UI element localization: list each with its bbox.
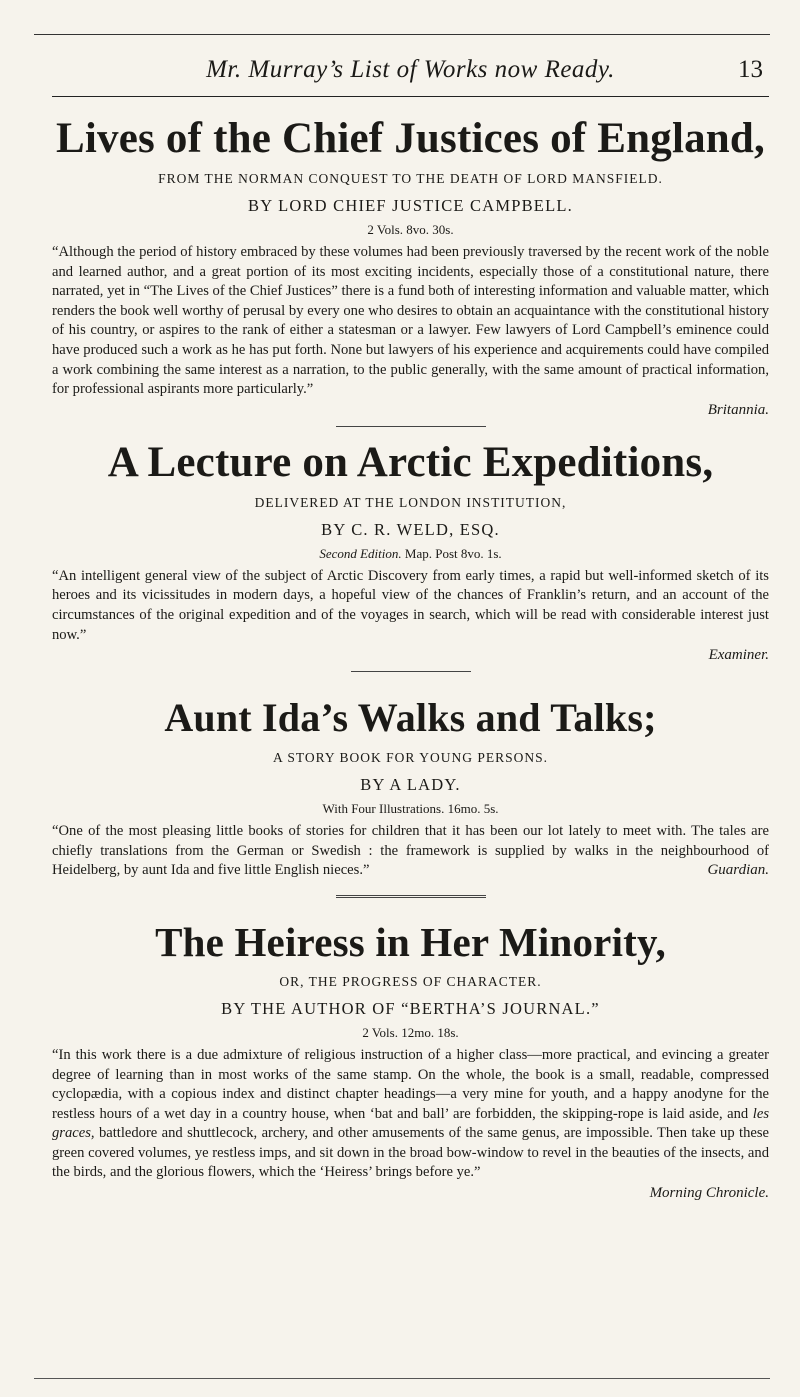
review-source: Examiner. — [708, 647, 769, 664]
entry-title: Lives of the Chief Justices of England, — [56, 115, 765, 162]
entry-aunt-ida — [52, 694, 769, 817]
review-body: “One of the most pleasing little books of stories for children that it has been our lot lately to meet with. The tales are chiefly translations from the German or Swedish : the framework is supplied by walks in the neighbourhood of Heidelberg, by aunt Ida and five little English nieces.” — [52, 823, 769, 879]
entry-title: The Heiress in Her Minority, — [155, 918, 666, 965]
entry-pubinfo: 2 Vols. 12mo. 18s. — [362, 1024, 459, 1040]
review-text — [52, 822, 769, 881]
review-part-2: battledore and shuttlecock, archery, and other amusements of the same genus, are impossible. Then take up these green covered volumes, ye restless imps, and sit down in the broad bow-window to revel in the beauties of the insects, and the birds, and the glorious flowers, which the ‘Heiress’ brings before ye.” — [52, 1125, 769, 1181]
bottom-border-rule — [34, 1378, 770, 1379]
review-part-1: “In this work there is a due admixture of religious instruction of a higher class—more practical, and evincing a greater degree of learning than in most works of the same stamp. On the whole, the book is a small, readable, compressed cyclopædia, with a copious index and distinct chapter headings—a very mine for youth, and a happy anodyne for the restless hours of a wet day in a country house, when ‘bat and ball’ are forbidden, the skipping-rope is laid aside, and — [52, 1046, 769, 1122]
entry-title: A Lecture on Arctic Expeditions, — [107, 438, 714, 486]
review-text — [52, 1046, 769, 1183]
entry-subtitle: OR, THE PROGRESS OF CHARACTER. — [279, 973, 542, 989]
page-number: 13 — [738, 56, 763, 83]
review-text: “Although the period of history embraced by these volumes had been previously traversed by the recent work of the noble and learned author, and a great portion of its most exciting incidents, especially those of a constitutional nature, there narrated, yet in “The Lives of the Chief Justices” there is a fund both of interesting information and valuable matter, which renders the book well worthy of perusal by every one who desires to obtain an acquaintance with the constitutional history of his country, or aspires to the rank of either a statesman or a lawyer. Few lawyers of Lord Campbell’s eminence could have produced such a work as he has put forth. None but lawyers of his experience and acquirements could have compiled a work combining the same interest as a narration, to the public generally, with the same amount of practical information, for professional aspirants more particularly.” — [52, 244, 769, 398]
entry-author: BY A LADY. — [360, 775, 461, 795]
separator-rule — [351, 671, 471, 672]
entry-subtitle: DELIVERED AT THE LONDON INSTITUTION, — [254, 494, 567, 510]
entry-subtitle: A STORY BOOK FOR YOUNG PERSONS. — [272, 750, 549, 766]
entry-heiress — [52, 918, 769, 1041]
review-source: Britannia. — [707, 401, 769, 418]
entry-title: Aunt Ida’s Walks and Talks; — [164, 695, 657, 741]
entry-pubinfo-text: Map. Post 8vo. 1s. — [404, 545, 502, 561]
entry-author — [52, 520, 769, 540]
review-source-inline: Guardian. — [707, 862, 769, 879]
review-italic-phrase: les graces, — [52, 1105, 769, 1142]
running-head — [52, 56, 769, 97]
separator-rule — [336, 426, 486, 427]
running-title: Mr. Murray’s List of Works now Ready. — [206, 56, 615, 83]
review-text: “An intelligent general view of the subject of Arctic Discovery from early times, a rapid but well-informed sketch of its heroes and its vicissitudes in modern days, a hopeful view of the chances of Franklin’s return, and an account of the circumstances of the original expedition and of the voyages in search, which will be read with considerable interest just now.” — [52, 567, 769, 643]
entry-pubinfo: With Four Illustrations. 16mo. 5s. — [322, 801, 499, 817]
entry-author: BY THE AUTHOR OF “BERTHA’S JOURNAL.” — [221, 998, 600, 1018]
entry-arctic-lecture — [52, 439, 769, 562]
entry-pubinfo — [52, 546, 769, 562]
entry-chief-justices — [52, 115, 769, 238]
top-border-rule — [34, 34, 770, 35]
review-source: Morning Chronicle. — [649, 1185, 769, 1202]
separator-double-rule — [336, 895, 486, 898]
entry-author-text: BY C. R. WELD, ESQ. — [321, 519, 500, 539]
entry-author: BY LORD CHIEF JUSTICE CAMPBELL. — [248, 196, 573, 215]
catalogue-page — [52, 56, 769, 1203]
entry-pubinfo: 2 Vols. 8vo. 30s. — [367, 222, 454, 237]
entry-subtitle: FROM THE NORMAN CONQUEST TO THE DEATH OF LORD MANSFIELD. — [158, 171, 663, 186]
entry-edition: Second Edition. — [319, 545, 402, 561]
